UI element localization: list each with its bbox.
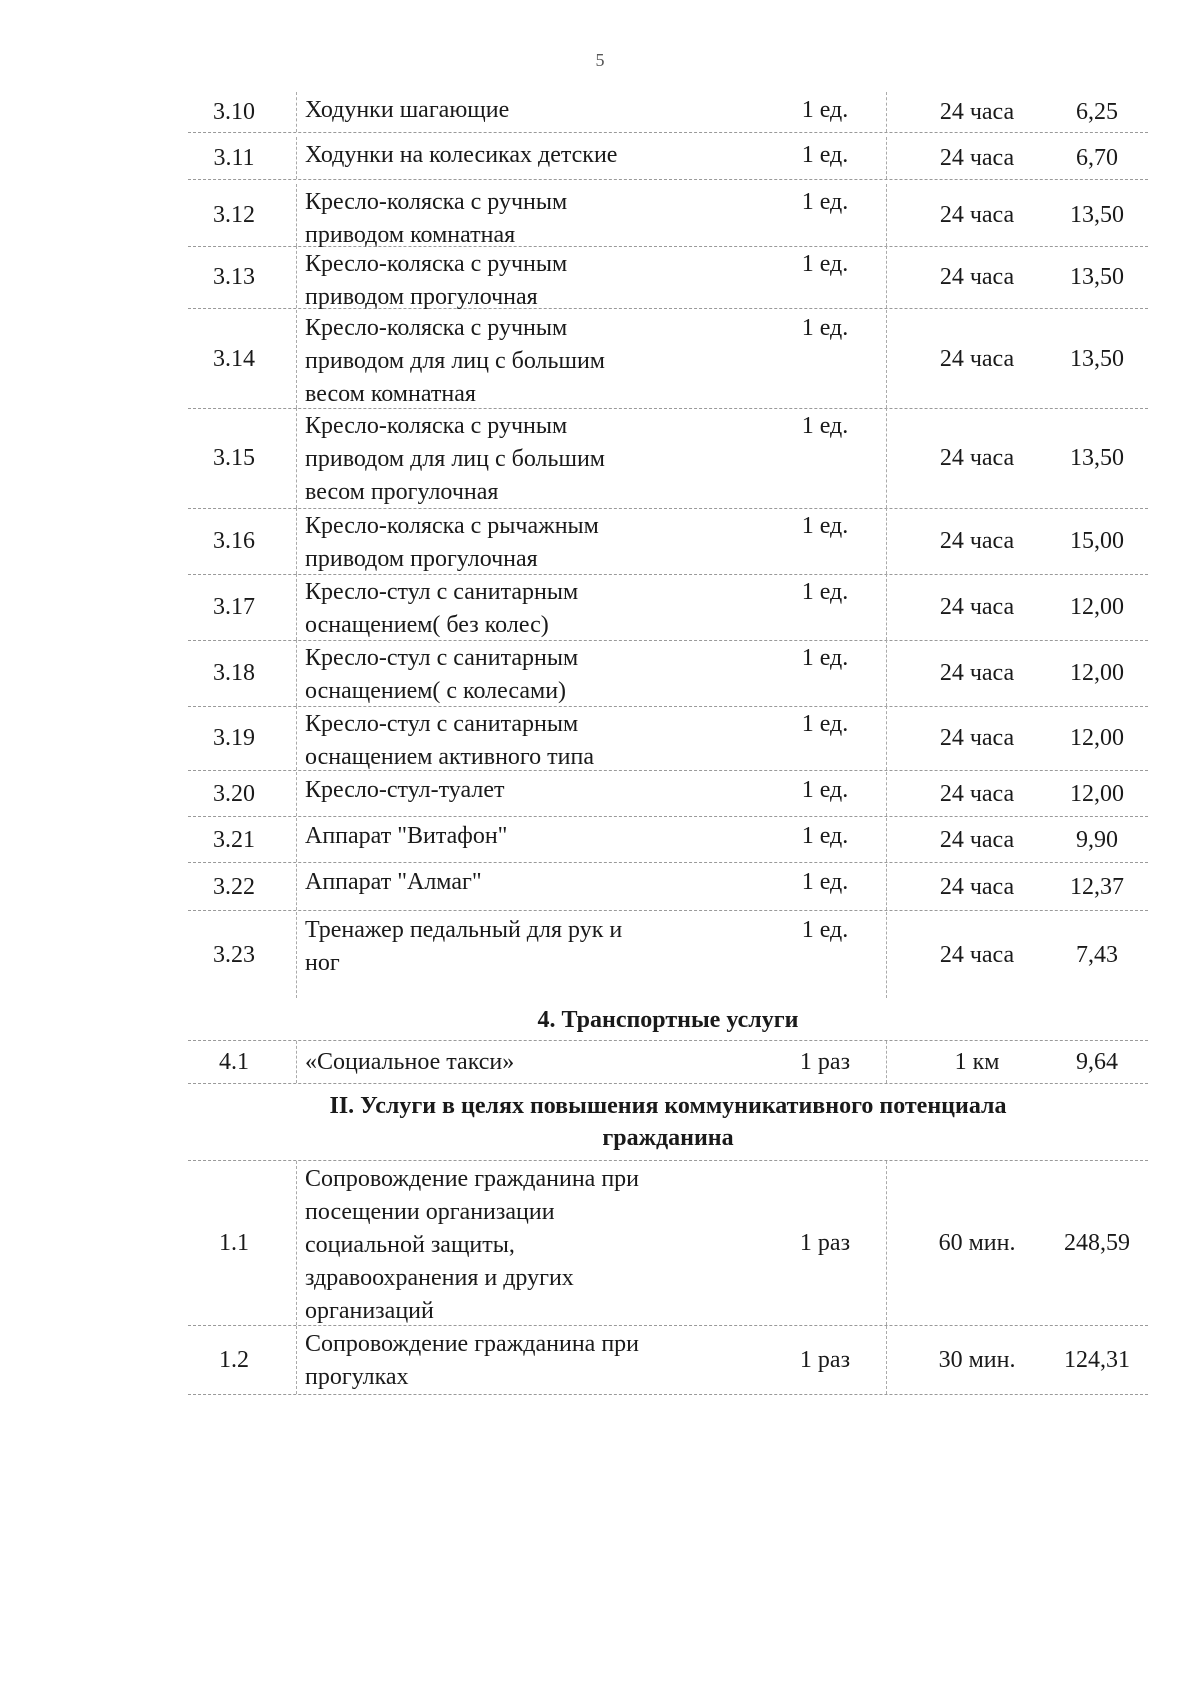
row-number: 3.12 xyxy=(213,201,255,228)
service-price: 12,00 xyxy=(1070,593,1124,620)
service-unit: 1 ед. xyxy=(801,579,849,605)
service-duration: 24 часа xyxy=(886,246,1067,308)
service-name: Аппарат "Алмаг" xyxy=(296,864,924,910)
service-duration: 24 часа xyxy=(886,772,1067,816)
row-number: 3.20 xyxy=(213,780,255,807)
service-name: Кресло-коляска с ручным приводом для лиц с большим весом прогулочная xyxy=(296,408,924,508)
row-number: 3.14 xyxy=(213,345,255,372)
service-unit: 1 ед. xyxy=(801,142,849,168)
table-row xyxy=(188,1160,1148,1326)
table-row xyxy=(188,408,1148,509)
service-duration: 60 мин. xyxy=(886,1161,1067,1325)
table-row xyxy=(188,818,1148,863)
table-row xyxy=(188,912,1148,998)
service-duration: 24 часа xyxy=(886,864,1067,910)
service-name: Аппарат "Витафон" xyxy=(296,818,924,862)
row-number: 3.22 xyxy=(213,873,255,900)
service-unit: 1 ед. xyxy=(801,917,849,943)
row-number: 1.1 xyxy=(219,1229,249,1256)
row-number: 3.18 xyxy=(213,659,255,686)
page-number: 5 xyxy=(595,50,605,70)
service-name: Кресло-коляска с ручным приводом для лиц с большим весом комнатная xyxy=(296,310,924,408)
service-price: 124,31 xyxy=(1064,1346,1130,1373)
service-price: 13,50 xyxy=(1070,345,1124,372)
row-number: 3.17 xyxy=(213,593,255,620)
table-row xyxy=(188,772,1148,817)
service-duration: 24 часа xyxy=(886,706,1067,770)
row-number: 4.1 xyxy=(219,1048,249,1075)
section-heading-line: II. Услуги в целях повышения коммуникативного потенциала xyxy=(329,1093,1007,1119)
service-price: 9,90 xyxy=(1076,826,1118,853)
service-unit: 1 ед. xyxy=(801,413,849,439)
service-duration: 1 км xyxy=(886,1041,1067,1083)
service-price: 13,50 xyxy=(1070,444,1124,471)
service-name: Кресло-коляска с рычажным приводом прогулочная xyxy=(296,508,924,574)
service-unit: 1 ед. xyxy=(801,869,849,895)
service-duration: 24 часа xyxy=(886,818,1067,862)
table-row xyxy=(188,246,1148,309)
service-unit: 1 ед. xyxy=(801,189,849,215)
service-duration: 24 часа xyxy=(886,408,1067,508)
table-row xyxy=(188,574,1148,641)
service-duration: 24 часа xyxy=(886,508,1067,574)
service-price: 13,50 xyxy=(1070,201,1124,228)
service-unit: 1 раз xyxy=(799,1229,851,1256)
service-name: Кресло-стул с санитарным оснащением( с колесами) xyxy=(296,640,924,706)
table-row xyxy=(188,508,1148,575)
service-price: 12,00 xyxy=(1070,780,1124,807)
service-unit: 1 ед. xyxy=(801,711,849,737)
service-duration: 24 часа xyxy=(886,912,1067,998)
service-name: Кресло-стул с санитарным оснащением( без колес) xyxy=(296,574,924,640)
service-duration: 24 часа xyxy=(886,574,1067,640)
service-price: 248,59 xyxy=(1064,1229,1130,1256)
service-duration: 24 часа xyxy=(886,137,1067,179)
section-heading xyxy=(188,1090,1148,1154)
service-price: 12,00 xyxy=(1070,659,1124,686)
service-name: Ходунки шагающие xyxy=(296,92,924,132)
row-number: 3.23 xyxy=(213,941,255,968)
service-price: 9,64 xyxy=(1076,1048,1118,1075)
service-unit: 1 ед. xyxy=(801,97,849,123)
service-name: Сопровождение гражданина при посещении организации социальной защиты, здравоохранения и других организаций xyxy=(296,1161,924,1325)
row-number: 3.21 xyxy=(213,826,255,853)
service-price: 12,00 xyxy=(1070,724,1124,751)
table-row xyxy=(188,1040,1148,1084)
service-duration: 30 мин. xyxy=(886,1326,1067,1394)
table-row xyxy=(188,310,1148,409)
service-unit: 1 ед. xyxy=(801,513,849,539)
service-unit: 1 раз xyxy=(799,1346,851,1373)
service-unit: 1 ед. xyxy=(801,251,849,277)
row-number: 3.11 xyxy=(213,144,255,171)
table-row xyxy=(188,640,1148,707)
service-name: Кресло-коляска с ручным приводом комнатная xyxy=(296,184,924,246)
service-unit: 1 ед. xyxy=(801,777,849,803)
service-name: Кресло-коляска с ручным приводом прогулочная xyxy=(296,246,924,308)
service-name: Кресло-стул с санитарным оснащением активного типа xyxy=(296,706,924,770)
table-row xyxy=(188,706,1148,771)
table-row xyxy=(188,92,1148,133)
service-price: 12,37 xyxy=(1070,873,1124,900)
service-duration: 24 часа xyxy=(886,310,1067,408)
service-duration: 24 часа xyxy=(886,92,1067,132)
row-number: 3.19 xyxy=(213,724,255,751)
service-name: Ходунки на колесиках детские xyxy=(296,137,924,179)
section-heading-line: гражданина xyxy=(602,1125,734,1151)
service-price: 6,70 xyxy=(1076,144,1118,171)
service-unit: 1 ед. xyxy=(801,823,849,849)
service-unit: 1 ед. xyxy=(801,645,849,671)
service-unit: 1 раз xyxy=(799,1048,851,1075)
service-name: Тренажер педальный для рук и ног xyxy=(296,912,924,998)
service-duration: 24 часа xyxy=(886,184,1067,246)
row-number: 3.10 xyxy=(213,98,255,125)
table-row xyxy=(188,184,1148,247)
section-heading: 4. Транспортные услуги xyxy=(537,1007,799,1033)
row-number: 3.16 xyxy=(213,527,255,554)
row-number: 1.2 xyxy=(219,1346,249,1373)
service-price: 7,43 xyxy=(1076,941,1118,968)
service-price: 13,50 xyxy=(1070,263,1124,290)
service-unit: 1 ед. xyxy=(801,315,849,341)
service-name: «Социальное такси» xyxy=(296,1041,924,1083)
row-number: 3.13 xyxy=(213,263,255,290)
table-row xyxy=(188,137,1148,180)
table-row xyxy=(188,864,1148,911)
service-name: Кресло-стул-туалет xyxy=(296,772,924,816)
service-duration: 24 часа xyxy=(886,640,1067,706)
row-number: 3.15 xyxy=(213,444,255,471)
service-name: Сопровождение гражданина при прогулках xyxy=(296,1326,924,1394)
service-price: 6,25 xyxy=(1076,98,1118,125)
service-price: 15,00 xyxy=(1070,527,1124,554)
table-row xyxy=(188,1326,1148,1395)
